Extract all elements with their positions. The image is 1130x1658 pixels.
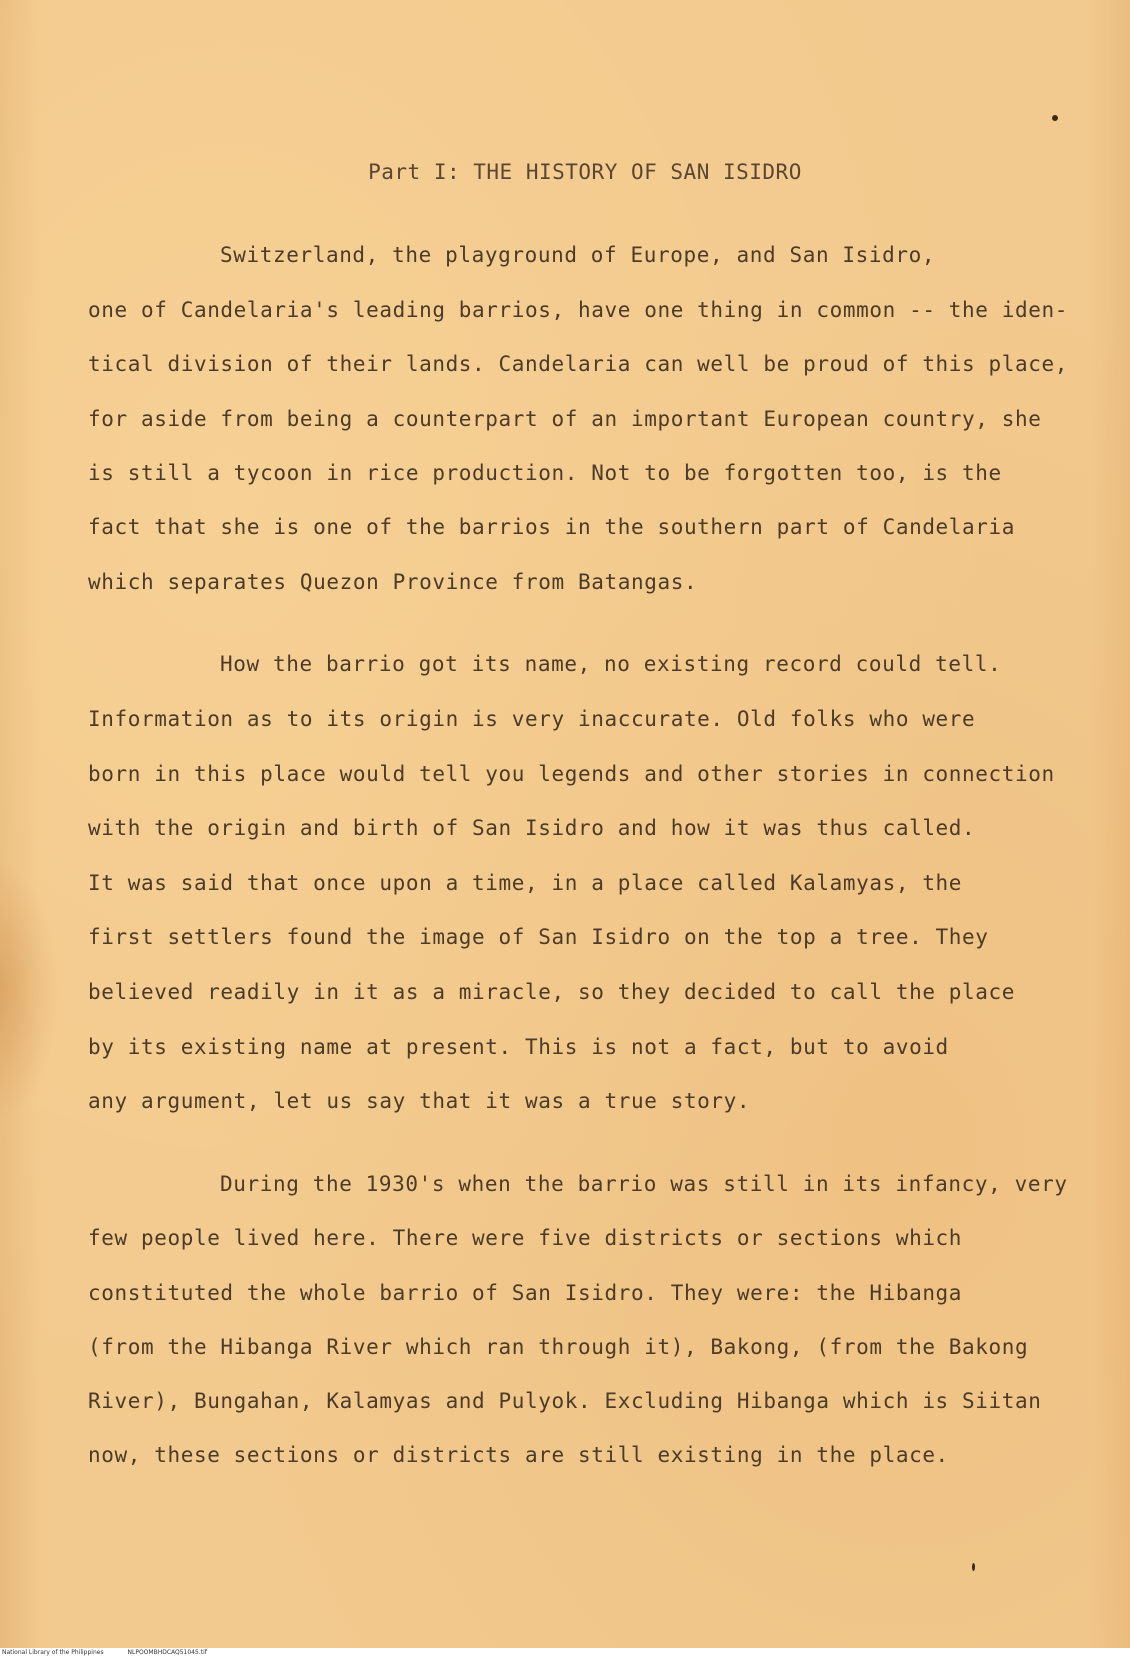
text-line: River), Bungahan, Kalamyas and Pulyok. Excluding Hibanga which is Siitan	[88, 1389, 1042, 1413]
text-line: born in this place would tell you legends and other stories in connection	[88, 762, 1055, 786]
page-title: Part I: THE HISTORY OF SAN ISIDRO	[368, 160, 802, 184]
ink-speck	[972, 1563, 975, 1571]
ink-speck	[1052, 115, 1058, 121]
scan-footer	[0, 1648, 1130, 1658]
text-line: one of Candelaria's leading barrios, have one thing in common -- the iden-	[88, 298, 1068, 322]
footer-file: NLPOOMBHDCAQ51045.tif	[127, 1649, 207, 1656]
text-line: fact that she is one of the barrios in the southern part of Candelaria	[88, 515, 1016, 539]
text-line: is still a tycoon in rice production. Not to be forgotten too, is the	[88, 461, 1002, 485]
paper-stain	[0, 860, 60, 1120]
text-line: Information as to its origin is very inaccurate. Old folks who were	[88, 707, 976, 731]
text-line: constituted the whole barrio of San Isidro. They were: the Hibanga	[88, 1281, 963, 1305]
text-line: by its existing name at present. This is not a fact, but to avoid	[88, 1035, 949, 1059]
text-line: first settlers found the image of San Isidro on the top a tree. They	[88, 925, 989, 949]
text-line: for aside from being a counterpart of an important European country, she	[88, 407, 1042, 431]
text-line: any argument, let us say that it was a true story.	[88, 1089, 751, 1113]
text-line: Switzerland, the playground of Europe, and San Isidro,	[220, 243, 936, 267]
text-line: few people lived here. There were five districts or sections which	[88, 1226, 963, 1250]
text-line: now, these sections or districts are still existing in the place.	[88, 1443, 949, 1467]
text-line: tical division of their lands. Candelaria can well be proud of this place,	[88, 352, 1068, 376]
text-line: (from the Hibanga River which ran through it), Bakong, (from the Bakong	[88, 1335, 1029, 1359]
text-line: It was said that once upon a time, in a place called Kalamyas, the	[88, 871, 963, 895]
footer-library: National Library of the Philippines	[2, 1649, 104, 1656]
text-line: During the 1930's when the barrio was still in its infancy, very	[220, 1172, 1068, 1196]
text-line: with the origin and birth of San Isidro and how it was thus called.	[88, 816, 976, 840]
text-line: which separates Quezon Province from Batangas.	[88, 570, 698, 594]
text-line: believed readily in it as a miracle, so they decided to call the place	[88, 980, 1016, 1004]
text-line: How the barrio got its name, no existing record could tell.	[220, 652, 1002, 676]
